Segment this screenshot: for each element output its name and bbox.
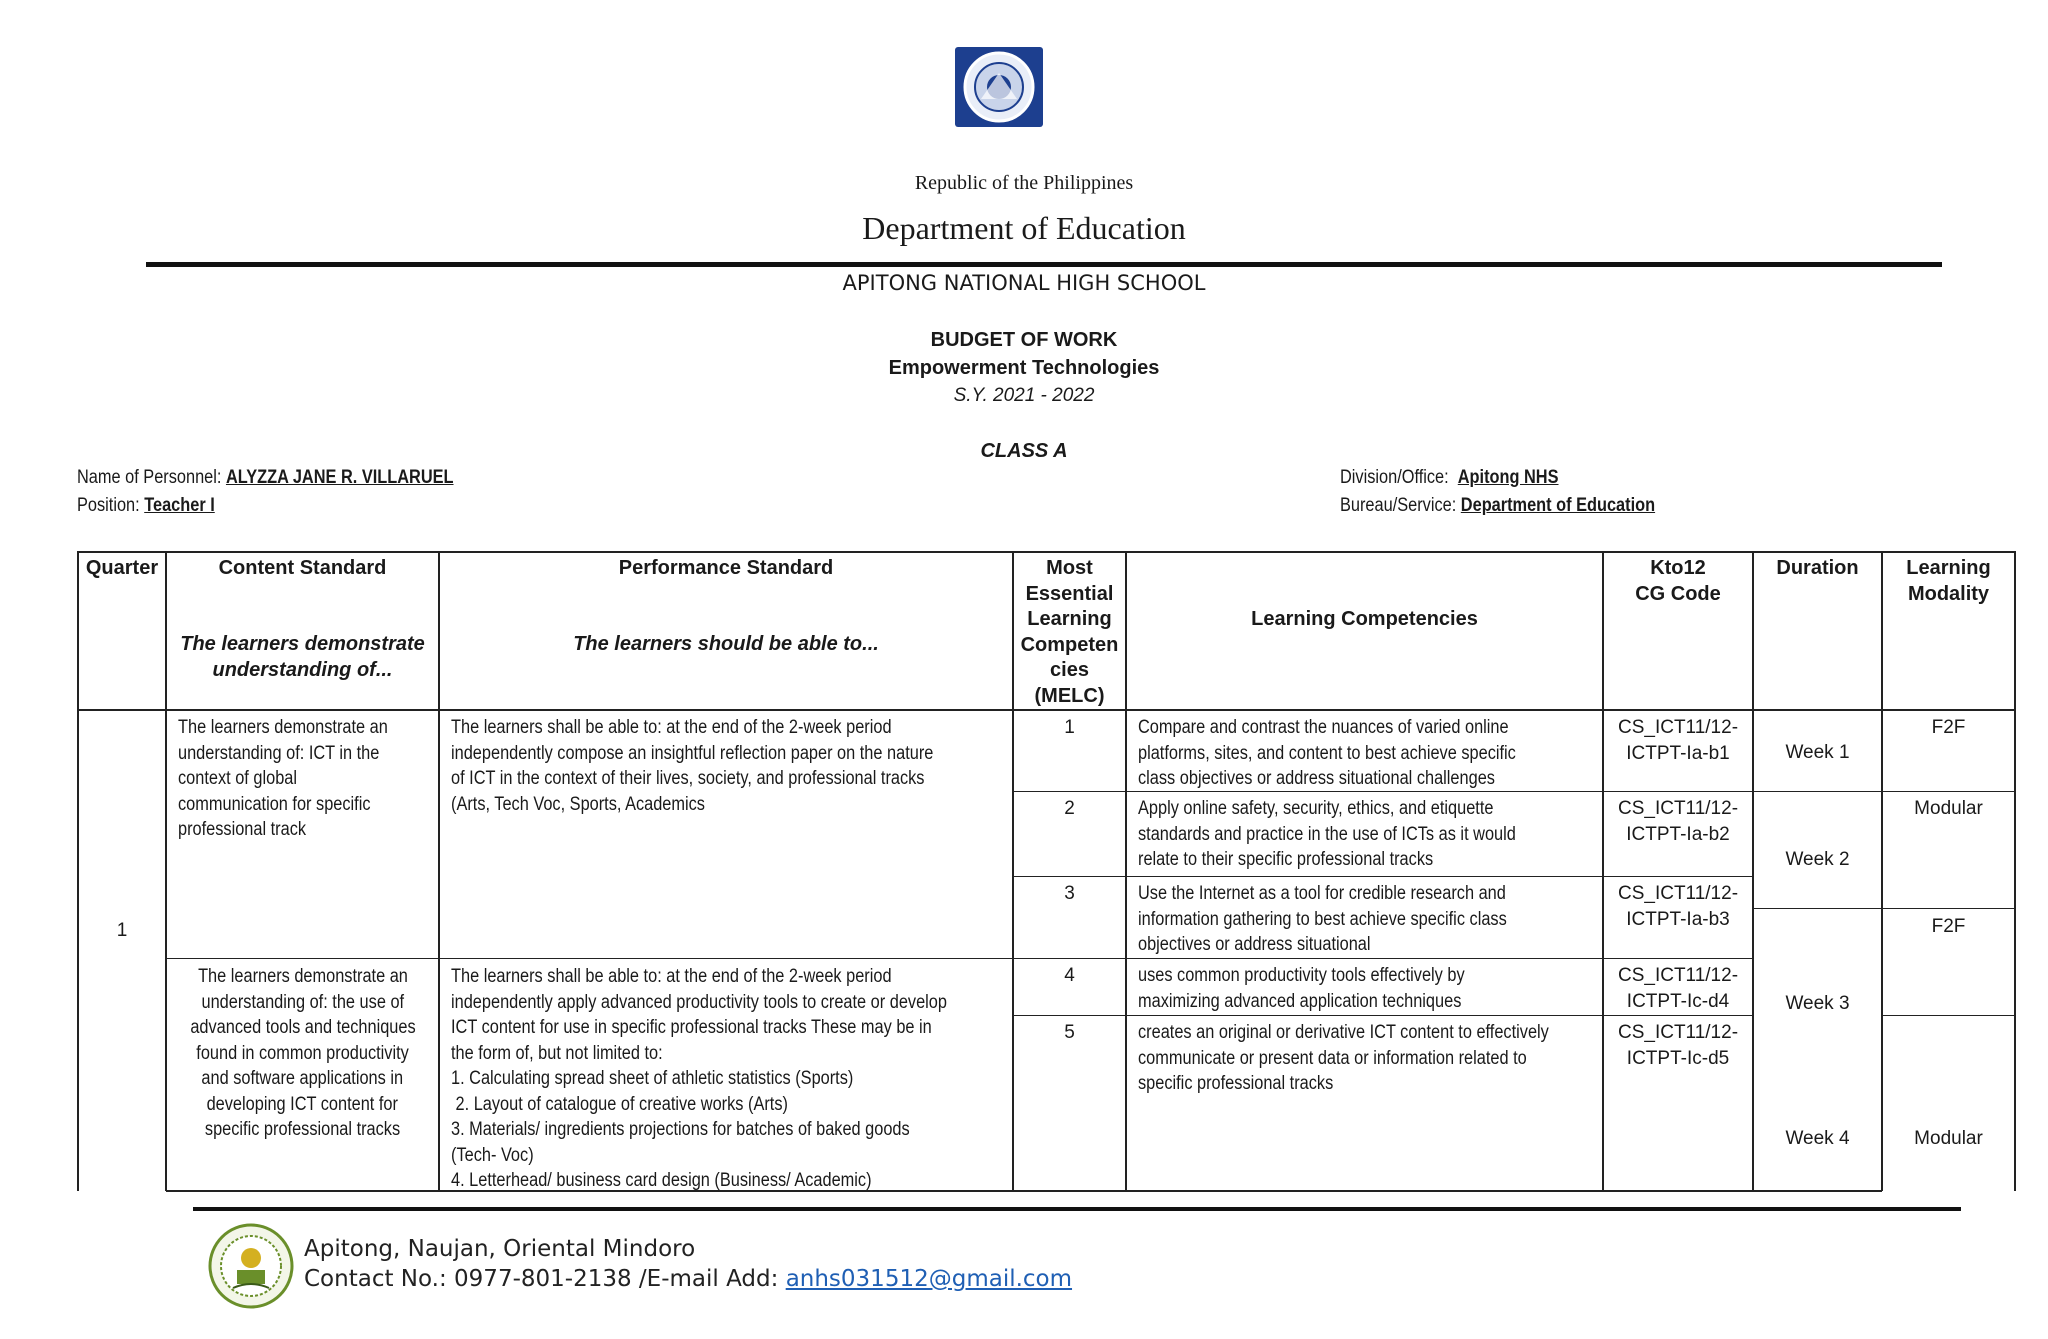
competency-line: Compare and contrast the nuances of varied online xyxy=(1138,717,1509,738)
performance-2-line: 4. Letterhead/ business card design (Business/ Academic) xyxy=(451,1170,872,1191)
bureau-label: Bureau/Service: xyxy=(1340,495,1457,516)
performance-2-line: ICT content for use in specific professional tracks These may be in xyxy=(451,1017,932,1038)
position-label: Position: xyxy=(77,495,140,516)
cg-code-line: CS_ICT11/12- xyxy=(1617,883,1739,904)
duration-week: Week 2 xyxy=(1785,849,1850,870)
cg-code-line: CS_ICT11/12- xyxy=(1617,717,1739,738)
table-top-border xyxy=(77,551,2015,553)
division-label: Division/Office: xyxy=(1340,467,1449,488)
position-line xyxy=(77,495,215,517)
th-code xyxy=(1604,556,1752,607)
position-value: Teacher I xyxy=(144,495,215,516)
content-2-line: and software applications in xyxy=(201,1068,404,1089)
modality-value: F2F xyxy=(1931,717,1966,738)
th-performance-sub: The learners should be able to... xyxy=(573,633,879,655)
deped-seal xyxy=(955,47,1043,127)
competency-3 xyxy=(1138,881,1600,958)
performance-2-line: independently apply advanced productivity tools to create or develop xyxy=(451,991,947,1013)
th-melc-line: Essential xyxy=(1025,582,1114,605)
personnel-name-label: Name of Personnel: xyxy=(77,467,222,488)
th-content-standard: Content Standard xyxy=(218,557,387,579)
th-melc xyxy=(1014,556,1125,709)
footer-contact-label: Contact No.: 0977-801-2138 /E-mail Add: xyxy=(304,1266,786,1292)
performance-2-line: 1. Calculating spread sheet of athletic statistics (Sports) xyxy=(451,1068,854,1089)
footer-email-link[interactable]: anhs031512@gmail.com xyxy=(785,1266,1073,1292)
th-content-sub-line: The learners demonstrate xyxy=(180,633,425,655)
performance-2-line: the form of, but not limited to: xyxy=(451,1042,663,1064)
content-standard-1 xyxy=(178,715,436,843)
cg-code-line: ICTPT-Ic-d4 xyxy=(1626,990,1730,1012)
th-content-sub xyxy=(167,632,438,683)
cg-code-4 xyxy=(1604,963,1752,1014)
competency-line: Apply online safety, security, ethics, and etiquette xyxy=(1138,798,1494,819)
row2-bottom xyxy=(1013,876,1753,877)
content-1-line: communication for specific xyxy=(178,793,371,815)
th-melc-line: (MELC) xyxy=(1034,684,1105,707)
cg-code-3 xyxy=(1604,881,1752,932)
school-name: APITONG NATIONAL HIGH SCHOOL xyxy=(842,271,1206,295)
subject-wrap xyxy=(0,357,2048,380)
col-border-5 xyxy=(1602,551,1604,1191)
th-melc-line: cies xyxy=(1050,659,1089,681)
bureau-line xyxy=(1340,495,1655,517)
content-1-line: understanding of: ICT in the xyxy=(178,742,380,764)
modality-value: F2F xyxy=(1931,916,1966,937)
competency-line: specific professional tracks xyxy=(1138,1073,1334,1094)
division-value: Apitong NHS xyxy=(1457,467,1559,488)
content-1-line: professional track xyxy=(178,819,307,840)
competency-line: platforms, sites, and content to best achieve specific xyxy=(1138,742,1516,764)
footer-rule xyxy=(193,1207,1961,1211)
content-2-line: specific professional tracks xyxy=(204,1119,401,1140)
duration-week: Week 1 xyxy=(1785,742,1850,763)
content-1-line: context of global xyxy=(178,768,298,789)
department-title: Department of Education xyxy=(862,210,1186,246)
melc-number: 5 xyxy=(1064,1022,1075,1043)
cg-code-5 xyxy=(1604,1020,1752,1071)
competency-4 xyxy=(1138,963,1600,1014)
competency-line: objectives or address situational xyxy=(1138,934,1371,955)
th-modality-line: Learning xyxy=(1906,557,1991,579)
col-border-8 xyxy=(2014,551,2016,1191)
week2-bottom xyxy=(1753,908,2015,909)
table-bottom-border xyxy=(166,1190,1882,1192)
cg-code-1 xyxy=(1604,715,1752,766)
doc-title-wrap xyxy=(0,329,2048,352)
performance-1-line: The learners shall be able to: at the end of the 2-week period xyxy=(451,717,892,738)
class-label-wrap xyxy=(0,440,2048,463)
duration-week: Week 3 xyxy=(1785,993,1850,1014)
school-year-wrap xyxy=(0,385,2048,407)
competency-line: information gathering to best achieve specific class xyxy=(1138,908,1507,930)
performance-2-line: (Tech- Voc) xyxy=(451,1144,534,1166)
th-code-line: CG Code xyxy=(1635,582,1721,605)
melc-number: 3 xyxy=(1064,883,1075,904)
melc-number: 4 xyxy=(1064,965,1075,986)
republic-text: Republic of the Philippines xyxy=(914,172,1134,194)
content-standard-2 xyxy=(167,964,438,1143)
cg-code-line: ICTPT-Ia-b3 xyxy=(1626,908,1730,930)
th-modality-line: Modality xyxy=(1907,582,1990,605)
subject-title: Empowerment Technologies xyxy=(888,357,1160,379)
performance-1-line: independently compose an insightful reflection paper on the nature xyxy=(451,742,934,764)
footer-contact xyxy=(304,1266,1072,1292)
col-border-0 xyxy=(77,551,79,1191)
performance-1-line: (Arts, Tech Voc, Sports, Academics xyxy=(451,793,705,815)
performance-standard-1 xyxy=(451,715,1009,817)
th-performance-standard: Performance Standard xyxy=(618,557,834,579)
cg-code-2 xyxy=(1604,796,1752,847)
content-1-line: The learners demonstrate an xyxy=(178,717,388,738)
performance-1-line: of ICT in the context of their lives, society, and professional tracks xyxy=(451,768,925,789)
competency-line: Use the Internet as a tool for credible research and xyxy=(1138,883,1506,904)
footer-address: Apitong, Naujan, Oriental Mindoro xyxy=(304,1236,696,1262)
performance-2-line: 3. Materials/ ingredients projections for batches of baked goods xyxy=(451,1119,910,1140)
performance-standard-2 xyxy=(451,964,1009,1194)
header-rule xyxy=(146,262,1942,267)
duration-week: Week 4 xyxy=(1785,1128,1850,1149)
bureau-value: Department of Education xyxy=(1460,495,1656,516)
doc-title: BUDGET OF WORK xyxy=(930,329,1118,351)
th-duration: Duration xyxy=(1776,557,1859,579)
competency-line: standards and practice in the use of ICTs as it would xyxy=(1138,823,1516,845)
melc-number: 2 xyxy=(1064,798,1075,819)
content-2-line: found in common productivity xyxy=(196,1042,409,1064)
col-border-4 xyxy=(1125,551,1127,1191)
content-2-line: advanced tools and techniques xyxy=(189,1017,416,1038)
competency-2 xyxy=(1138,796,1600,873)
content-2-line: The learners demonstrate an xyxy=(197,966,408,987)
modal3-bottom xyxy=(1882,1015,2015,1016)
competency-line: communicate or present data or information related to xyxy=(1138,1047,1527,1069)
division-line xyxy=(1340,467,1559,489)
performance-2-line: 2. Layout of catalogue of creative works (Arts) xyxy=(451,1093,788,1115)
th-melc-line: Most xyxy=(1046,557,1093,579)
cg-code-line: CS_ICT11/12- xyxy=(1617,1022,1739,1043)
competency-line: creates an original or derivative ICT content to effectively xyxy=(1138,1022,1549,1043)
cg-code-line: ICTPT-Ia-b2 xyxy=(1626,823,1730,845)
th-competencies: Learning Competencies xyxy=(1251,608,1478,630)
th-melc-line: Learning xyxy=(1027,608,1112,630)
competency-line: uses common productivity tools effectively by xyxy=(1138,965,1465,986)
th-melc-line: Competen xyxy=(1020,633,1119,656)
competency-1 xyxy=(1138,715,1600,792)
school-year: S.Y. 2021 - 2022 xyxy=(953,385,1095,406)
competency-line: class objectives or address situational challenges xyxy=(1138,768,1495,789)
cg-code-line: ICTPT-Ic-d5 xyxy=(1626,1047,1730,1069)
competency-line: maximizing advanced application techniques xyxy=(1138,990,1462,1012)
row3-bottom xyxy=(166,958,1753,959)
th-content-sub-line: understanding of... xyxy=(212,658,393,681)
cg-code-line: ICTPT-Ia-b1 xyxy=(1626,742,1730,764)
modality-value: Modular xyxy=(1914,798,1983,819)
th-modality xyxy=(1883,556,2014,607)
th-code-line: Kto12 xyxy=(1650,557,1706,579)
competency-line: relate to their specific professional tracks xyxy=(1138,849,1434,870)
col-border-7 xyxy=(1881,551,1883,1191)
row4-bottom xyxy=(1013,1015,1753,1016)
performance-2-line: The learners shall be able to: at the end of the 2-week period xyxy=(451,966,892,987)
personnel-name-line xyxy=(77,467,454,489)
class-label: CLASS A xyxy=(980,440,1068,462)
cg-code-line: CS_ICT11/12- xyxy=(1617,965,1739,986)
header-bottom-border xyxy=(77,709,2015,711)
school-logo xyxy=(207,1222,295,1310)
th-quarter: Quarter xyxy=(85,557,159,579)
melc-number: 1 xyxy=(1064,717,1075,738)
cg-code-line: CS_ICT11/12- xyxy=(1617,798,1739,819)
competency-5 xyxy=(1138,1020,1600,1097)
content-2-line: understanding of: the use of xyxy=(201,991,404,1013)
modality-value: Modular xyxy=(1914,1128,1983,1149)
content-2-line: developing ICT content for xyxy=(206,1093,399,1115)
personnel-name-value: ALYZZA JANE R. VILLARUEL xyxy=(225,467,454,488)
quarter-value: 1 xyxy=(116,920,128,941)
